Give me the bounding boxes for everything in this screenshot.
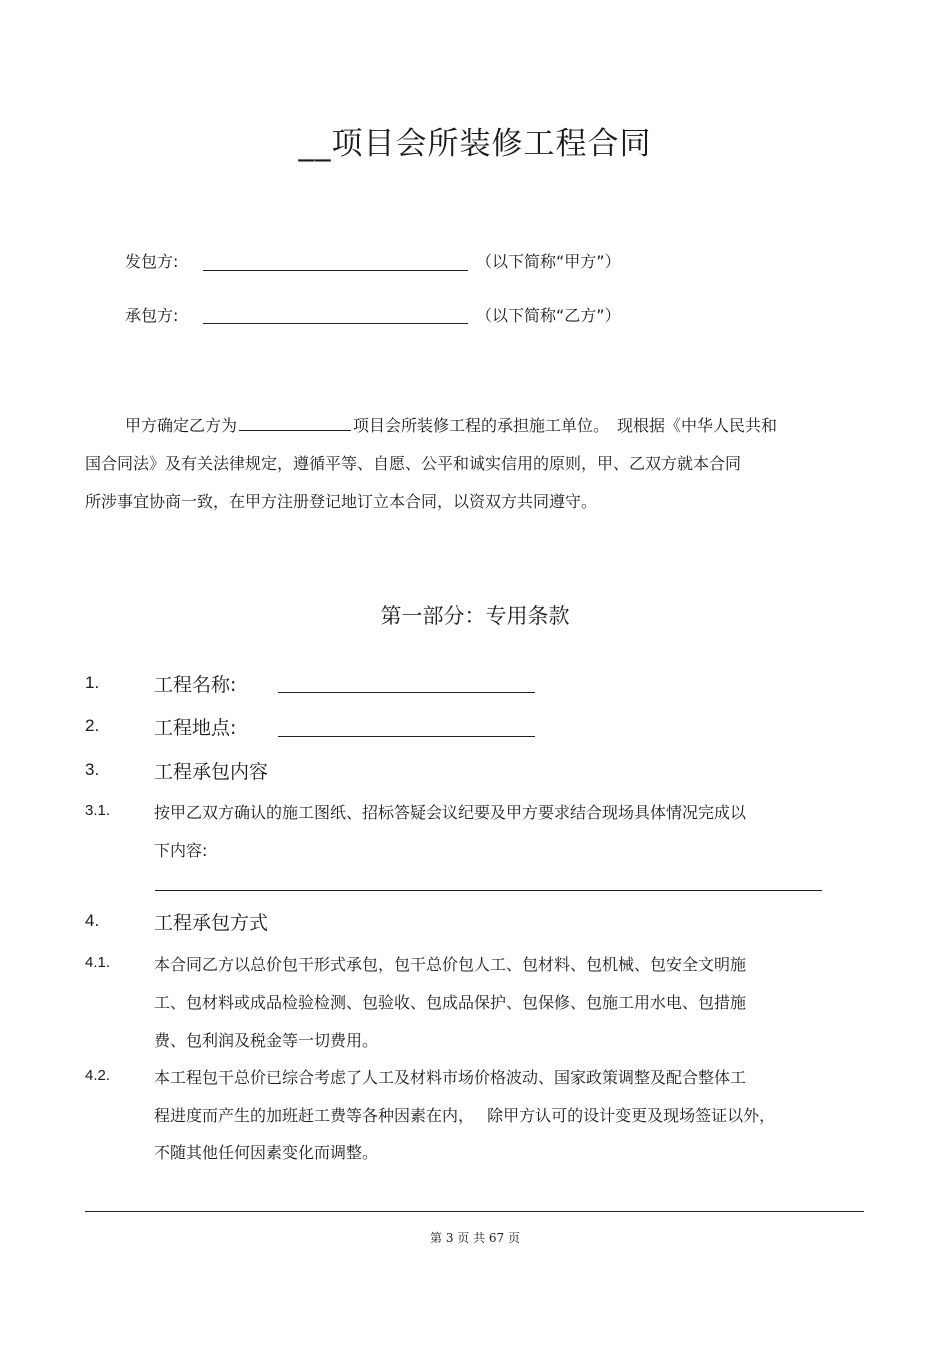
- clause-3-1-line-1: 按甲乙双方确认的施工图纸、招标答疑会议纪要及甲方要求结合现场具体情况完成以: [154, 803, 747, 822]
- clause-3-1-line-2: 下内容:: [154, 841, 208, 860]
- clause-1-label: 工程名称:: [154, 674, 237, 696]
- clause-4-1-line-2: 工、包材料或成品检验检测、包验收、包成品保护、包保修、包施工用水电、包措施: [154, 993, 747, 1012]
- clause-4-2-number: 4.2.: [85, 1067, 111, 1084]
- clause-3-1-number: 3.1.: [85, 802, 111, 819]
- intro-line-1b: 项目会所装修工程的承担施工单位。 现根据《中华人民共和: [353, 416, 778, 435]
- section-title: 第一部分：专用条款: [380, 604, 570, 628]
- clause-3-number: 3.: [85, 760, 100, 779]
- employer-label: 发包方:: [125, 252, 179, 271]
- clause-3-label: 工程承包内容: [154, 761, 269, 783]
- clause-4-1-line-3: 费、包利润及税金等一切费用。: [154, 1031, 379, 1050]
- page-number: 第 3 页 共 67 页: [430, 1231, 520, 1245]
- project-name-line: [278, 692, 535, 693]
- clause-4-2-line-2: 程进度而产生的加班赶工费等各种因素在内， 除甲方认可的设计变更及现场签证以外，: [154, 1106, 776, 1125]
- contractor-label: 承包方:: [125, 306, 179, 325]
- intro-line-1: [125, 407, 777, 445]
- clause-4-1-number: 4.1.: [85, 954, 111, 971]
- employer-blank-line: [203, 270, 468, 271]
- clause-2-number: 2.: [85, 716, 100, 735]
- project-location-line: [278, 736, 535, 737]
- document-title: __项目会所装修工程合同: [298, 126, 652, 162]
- employer-note: （以下简称“甲方”）: [476, 252, 621, 271]
- clause-4-number: 4.: [85, 911, 100, 930]
- clause-2-label: 工程地点:: [154, 717, 237, 739]
- clause-4-2-line-1: 本工程包干总价已综合考虑了人工及材料市场价格波动、国家政策调整及配合整体工: [154, 1068, 747, 1087]
- clause-4-1-line-1: 本合同乙方以总价包干形式承包，包干总价包人工、包材料、包机械、包安全文明施: [154, 955, 747, 974]
- contract-content-line: [155, 890, 822, 891]
- intro-line-1a: 甲方确定乙方为: [125, 416, 238, 435]
- contractor-blank-line: [203, 323, 468, 324]
- clause-4-label: 工程承包方式: [154, 912, 269, 934]
- clause-1-number: 1.: [85, 673, 100, 692]
- clause-4-2-line-3: 不随其他任何因素变化而调整。: [154, 1143, 379, 1162]
- footer-rule: [85, 1211, 864, 1212]
- project-name-blank: [239, 416, 351, 431]
- intro-line-3: 所涉事宜协商一致，在甲方注册登记地订立本合同，以资双方共同遵守。: [85, 492, 598, 511]
- contractor-note: （以下简称“乙方”）: [476, 306, 621, 325]
- intro-line-2: 国合同法》及有关法律规定，遵循平等、自愿、公平和诚实信用的原则，甲、乙双方就本合同: [85, 454, 742, 473]
